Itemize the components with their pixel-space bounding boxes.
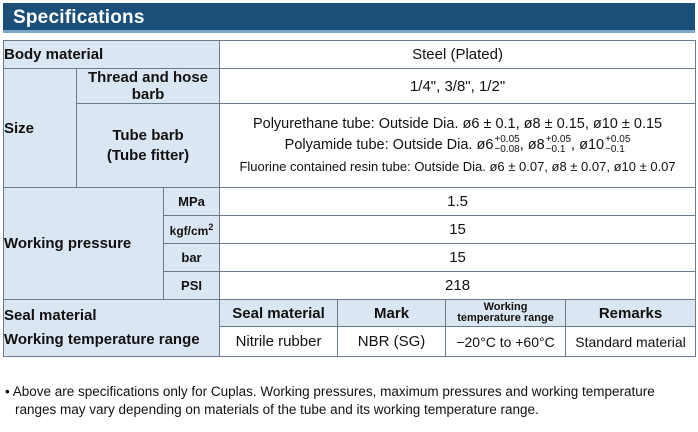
unit-superscript: 2 [208, 221, 214, 232]
seal-header-remarks: Remarks [566, 300, 696, 327]
fluorine-spec: Fluorine contained resin tube: Outside Dia. ø6 ± 0.07, ø8 ± 0.07, ø10 ± 0.07 [239, 159, 676, 174]
unit-base: kgf/cm [169, 223, 209, 238]
thread-hose-barb-value: 1/4", 3/8", 1/2" [220, 69, 696, 104]
size-label: Size [4, 69, 77, 188]
thread-hose-barb-label: Thread and hose barb [77, 69, 220, 104]
pressure-unit-bar: bar [164, 244, 220, 272]
tolerance-plus: +0.05 [605, 134, 631, 146]
seal-temp-value: −20°C to +60°C [446, 327, 566, 357]
polyamide-spec [220, 135, 695, 156]
body-material-value: Steel (Plated) [220, 41, 696, 69]
tube-barb-values [220, 104, 696, 188]
tolerance-plus: +0.05 [494, 134, 520, 146]
body-material-label: Body material [4, 41, 220, 69]
tube-barb-label-line2: (Tube fitter) [106, 147, 190, 164]
footnote-line2: ranges may vary depending on materials of the tube and its working temperature range. [15, 402, 539, 417]
tolerance-minus: −0.1 [545, 144, 566, 156]
tolerance-d6 [494, 135, 519, 155]
tolerance-minus: −0.1 [605, 144, 625, 156]
table-row [4, 41, 696, 69]
polyurethane-spec: Polyurethane tube: Outside Dia. ø6 ± 0.1, ø8 ± 0.15, ø10 ± 0.15 [252, 116, 663, 132]
seal-mark-value: NBR (SG) [338, 327, 446, 357]
pressure-value-bar: 15 [220, 244, 696, 272]
pressure-unit-psi: PSI [164, 272, 220, 300]
seal-header-mark: Mark [338, 300, 446, 327]
table-row [4, 300, 696, 327]
pressure-unit-mpa: MPa [164, 188, 220, 216]
tube-barb-label [77, 104, 220, 188]
polyamide-sep2: , ø10 [571, 137, 605, 153]
table-row [4, 69, 696, 104]
polyamide-prefix: Polyamide tube: Outside Dia. ø6 [284, 137, 494, 153]
table-row [4, 188, 696, 216]
seal-material-value: Nitrile rubber [220, 327, 338, 357]
seal-material-label [4, 300, 220, 357]
seal-material-label-line1: Seal material [4, 307, 97, 324]
tube-barb-label-line1: Tube barb [112, 127, 184, 144]
pressure-unit-kgf [164, 216, 220, 244]
seal-remarks-value: Standard material [566, 327, 696, 357]
pressure-value-mpa: 1.5 [220, 188, 696, 216]
tolerance-d8 [546, 135, 571, 155]
section-title: Specifications [13, 7, 145, 28]
specifications-header [3, 3, 695, 33]
tolerance-d10 [605, 135, 630, 155]
footnote [5, 383, 695, 419]
tolerance-plus: +0.05 [545, 134, 572, 146]
temp-header-line2: temperature range [457, 312, 554, 324]
temp-header-line1: Working [483, 301, 528, 313]
pressure-value-kgf: 15 [220, 216, 696, 244]
seal-header-temp [446, 300, 566, 327]
footnote-line1: • Above are specifications only for Cuplas. Working pressures, maximum pressures and working temperature [5, 384, 655, 399]
polyamide-sep1: , ø8 [519, 137, 545, 153]
pressure-value-psi: 218 [220, 272, 696, 300]
tolerance-minus: −0.08 [494, 144, 520, 156]
seal-header-material: Seal material [220, 300, 338, 327]
seal-material-label-line2: Working temperature range [4, 331, 200, 348]
specifications-table [3, 40, 696, 357]
working-pressure-label: Working pressure [4, 188, 164, 300]
table-row [4, 104, 696, 188]
